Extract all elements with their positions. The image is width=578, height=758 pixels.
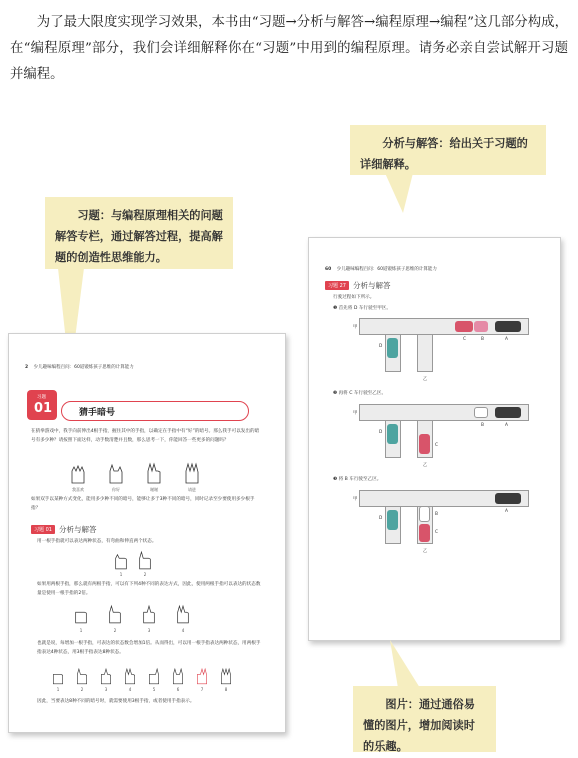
callout-picture-pointer (380, 640, 420, 688)
eight-label-8: 8 (224, 687, 228, 692)
two-finger-state-3-icon (141, 604, 157, 624)
eight-state-6-icon (171, 667, 185, 685)
left-solution-tag: 习题 01 (31, 525, 55, 534)
exercise-title: 猜手暗号 (79, 408, 116, 418)
label-d-2: D (379, 430, 383, 435)
car-teal-d-3 (387, 510, 398, 530)
car-red-c-2 (419, 434, 430, 454)
two-finger-label-2: 2 (113, 628, 117, 633)
hand-gesture-1-icon (69, 462, 87, 484)
two-finger-label-1: 1 (79, 628, 83, 633)
one-hand-label-1: 1 (119, 572, 123, 577)
two-finger-state-4-icon (175, 604, 191, 624)
label-b-1: B (481, 337, 484, 342)
exercise-tag: 习题 (37, 395, 46, 400)
label-c-1: C (463, 337, 467, 342)
left-solution-line-3: 也就是说，每增加一根手指，可表达的状态数会增加1倍。从而得出，可以用一根手指表达两种状态，用两根手指表达4种状态，用3根手指表达8种状态。 (37, 641, 261, 655)
right-section-heading (325, 280, 390, 291)
exercise-number: 01 (34, 401, 53, 416)
right-section-title: 分析与解答 (352, 281, 391, 290)
label-c-2: C (435, 443, 439, 448)
right-page-running-header: 少儿趣味编程百问：60道锻炼孩子思维的计算能力 (336, 267, 437, 272)
car-dark-a-2 (495, 407, 521, 418)
eight-label-5: 5 (152, 687, 156, 692)
hand-gesture-4-icon (183, 462, 201, 484)
eight-state-2-icon (75, 667, 89, 685)
label-jia-1: 甲 (353, 325, 358, 330)
eight-label-1: 1 (56, 687, 60, 692)
right-page-number: 60 (325, 267, 332, 272)
left-page-running-header: 少儿趣味编程百问：60道锻炼孩子思维的计算能力 (33, 365, 134, 370)
car-dark-a-1 (495, 321, 521, 332)
car-dark-a-3 (495, 493, 521, 504)
left-paragraph-1: 在猜拳游戏中，我手向前伸出4根手指，握住其中的手指，以确定在手指中有“好”的暗号。那么我手可以发出的暗号有多少种？请按照下面这样，动手数清楚并且数，那么思考一下，你能回答一些更多的问题吗？ (31, 429, 260, 443)
left-solution-line-2: 如果用两根手指，那么就有两根手指，可以有下列4种不同的表达方式，因此，使用两根手指可以表达的状态数量是使用一根手指的2倍。 (37, 582, 261, 596)
eight-state-7-icon (195, 667, 209, 685)
right-step-2: ❷ 再将 C 车行驶至乙区。 (333, 391, 387, 396)
car-red-1 (455, 321, 473, 332)
label-b-3: B (435, 512, 438, 517)
right-intro-line: 行驶过程如下所示。 (333, 295, 375, 300)
one-finger-straight-icon (137, 550, 153, 570)
car-pink-1 (474, 321, 488, 332)
label-a-3: A (505, 509, 508, 514)
right-exercise-tag: 习题 27 (325, 281, 349, 290)
hand-gesture-3-icon (145, 462, 163, 484)
left-solution-line-1: 用一根手指就可以表达两种状态，有弯曲和伸直两个状态。 (37, 539, 157, 544)
label-c-3: C (435, 530, 439, 535)
label-yi-1: 乙 (423, 377, 428, 382)
car-white-b-3 (419, 506, 430, 522)
right-step-1: ❶ 首先将 D 车行驶至甲区。 (333, 306, 391, 311)
callout-exercise-text: 习题：与编程原理相关的问题解答专栏，通过解答过程，提高解题的创造性思维能力。 (55, 209, 223, 264)
two-finger-label-3: 3 (147, 628, 151, 633)
left-page-preview (8, 333, 286, 733)
car-red-c-3 (419, 524, 430, 542)
eight-state-3-icon (99, 667, 113, 685)
callout-analysis (350, 125, 546, 175)
gesture-label-2: 你好 (112, 487, 120, 492)
road-branch-yi-1 (417, 334, 433, 372)
callout-analysis-text: 分析与解答：给出关于习题的详细解释。 (360, 137, 528, 171)
left-solution-heading (31, 524, 96, 535)
gesture-label-3: 谢谢 (150, 487, 158, 492)
eight-label-6: 6 (176, 687, 180, 692)
right-step-3: ❸ 将 B 车行驶至乙区。 (333, 477, 382, 482)
gesture-label-1: 我喜欢 (72, 487, 84, 492)
callout-analysis-pointer (385, 173, 425, 213)
left-paragraph-2: 如果双手以某种方式变化，能用多少种不同的暗号，能够让多于3种不同的暗号，同时记录至少要使用多少根手指？ (31, 497, 255, 511)
left-solution-title: 分析与解答 (58, 525, 97, 534)
eight-label-4: 4 (128, 687, 132, 692)
car-teal-d-2 (387, 424, 398, 444)
label-d-3: D (379, 516, 383, 521)
left-solution-line-4: 因此，当要表达8种不同的暗号时，就需要使用3根手指，或者使用手指表示。 (37, 699, 195, 704)
eight-state-5-icon (147, 667, 161, 685)
two-finger-state-2-icon (107, 604, 123, 624)
eight-label-2: 2 (80, 687, 84, 692)
eight-label-3: 3 (104, 687, 108, 692)
label-jia-2: 甲 (353, 411, 358, 416)
hand-gesture-2-icon (107, 462, 125, 484)
eight-state-8-icon (219, 667, 233, 685)
callout-picture (353, 686, 496, 752)
right-page-header (325, 266, 437, 272)
one-finger-bent-icon (113, 550, 129, 570)
label-d-1: D (379, 344, 383, 349)
two-finger-state-1-icon (73, 604, 89, 624)
one-hand-label-2: 2 (143, 572, 147, 577)
right-page-preview (308, 237, 561, 641)
intro-paragraph: 为了最大限度实现学习效果，本书由“习题→分析与解答→编程原理→编程”这几部分构成，在“编程原理”部分，我们会详细解释你在“习题”中用到的编程原理。请务必亲自尝试解开习题并编程。 (10, 15, 568, 82)
car-teal-d-1 (387, 338, 398, 358)
label-a-2: A (505, 423, 508, 428)
gesture-label-4: 请进 (188, 487, 196, 492)
label-a-1: A (505, 337, 508, 342)
two-finger-label-4: 4 (181, 628, 185, 633)
label-yi-3: 乙 (423, 549, 428, 554)
callout-picture-text: 图片：通过通俗易懂的图片，增加阅读时的乐趣。 (363, 698, 475, 753)
left-page-number: 2 (25, 365, 29, 370)
car-white-b-2 (474, 407, 488, 418)
label-yi-2: 乙 (423, 463, 428, 468)
eight-state-4-icon (123, 667, 137, 685)
left-page-header (25, 364, 134, 370)
label-jia-3: 甲 (353, 497, 358, 502)
callout-exercise (45, 197, 233, 269)
label-b-2: B (481, 423, 484, 428)
eight-state-1-icon (51, 667, 65, 685)
eight-label-7: 7 (200, 687, 204, 692)
